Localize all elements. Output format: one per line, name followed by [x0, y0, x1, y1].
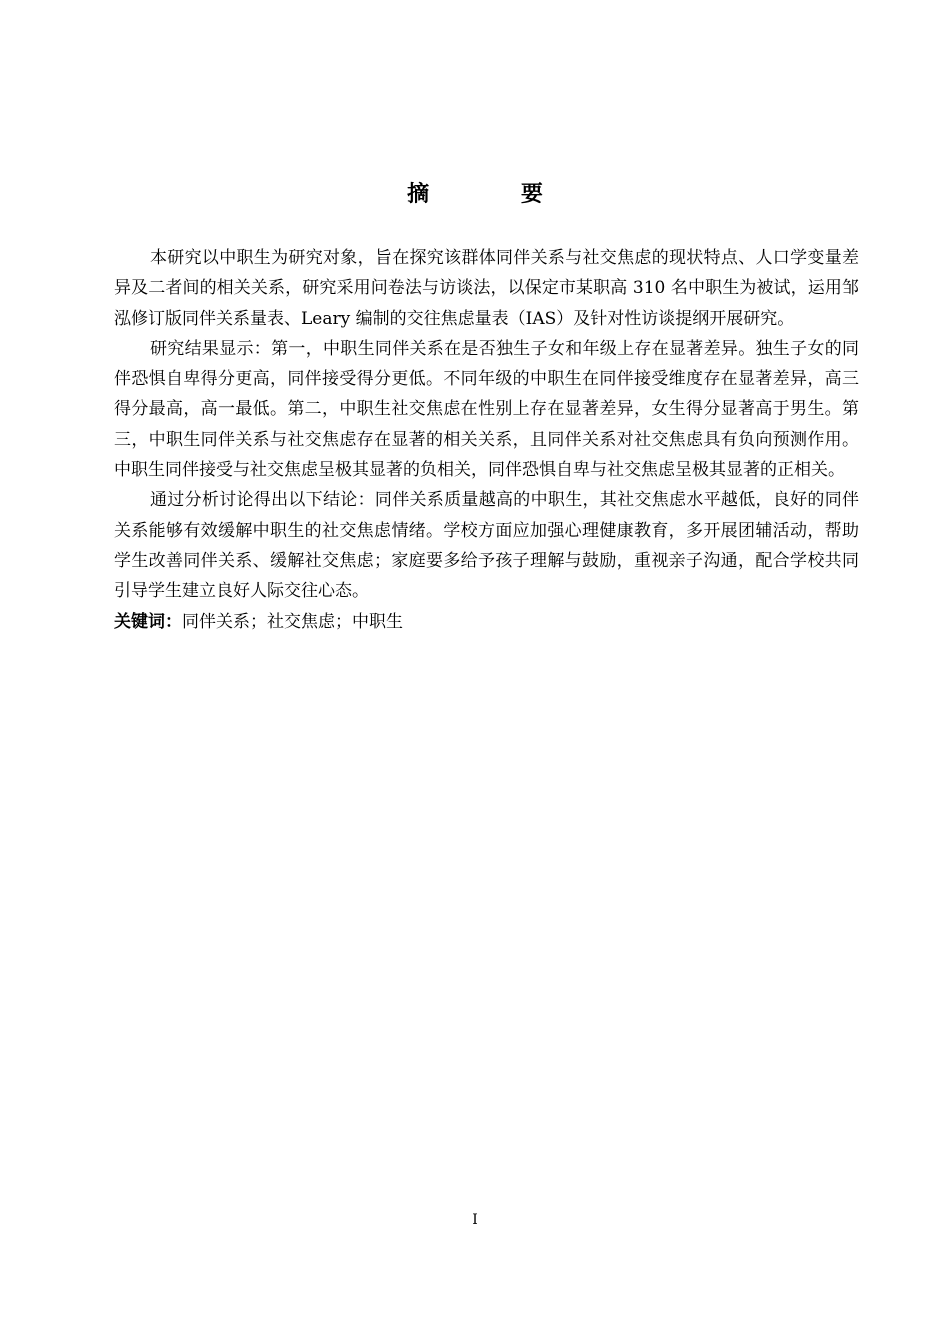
- abstract-paragraph-3: 通过分析讨论得出以下结论：同伴关系质量越高的中职生，其社交焦虑水平越低，良好的同伴关系能够有效缓解中职生的社交焦虑情绪。学校方面应加强心理健康教育，多开展团辅活动，帮助学生改善同伴关系、缓解社交焦虑；家庭要多给予孩子理解与鼓励，重视亲子沟通，配合学校共同引导学生建立良好人际交往心态。: [114, 490, 859, 602]
- keywords-line: [114, 607, 859, 637]
- keywords-label: 关键词：: [114, 611, 182, 632]
- keywords-value: 同伴关系；社交焦虑；中职生: [182, 611, 403, 632]
- abstract-title: 摘 要: [407, 182, 585, 207]
- abstract-paragraph-2: 研究结果显示：第一，中职生同伴关系在是否独生子女和年级上存在显著差异。独生子女的同伴恐惧自卑得分更高，同伴接受得分更低。不同年级的中职生在同伴接受维度存在显著差异，高三得分最高，高一最低。第二，中职生社交焦虑在性别上存在显著差异，女生得分显著高于男生。第三，中职生同伴关系与社交焦虑存在显著的相关关系，且同伴关系对社交焦虑具有负向预测作用。中职生同伴接受与社交焦虑呈极其显著的负相关，同伴恐惧自卑与社交焦虑呈极其显著的正相关。: [114, 338, 859, 481]
- abstract-body: [114, 243, 859, 637]
- page-number: I: [472, 1212, 478, 1228]
- abstract-paragraph-1: 本研究以中职生为研究对象，旨在探究该群体同伴关系与社交焦虑的现状特点、人口学变量差异及二者间的相关关系，研究采用问卷法与访谈法，以保定市某职高 310 名中职生为被试，运用邹泓修订版同伴关系量表、Leary 编制的交往焦虑量表（IAS）及针对性访谈提纲开展研究。: [114, 248, 859, 329]
